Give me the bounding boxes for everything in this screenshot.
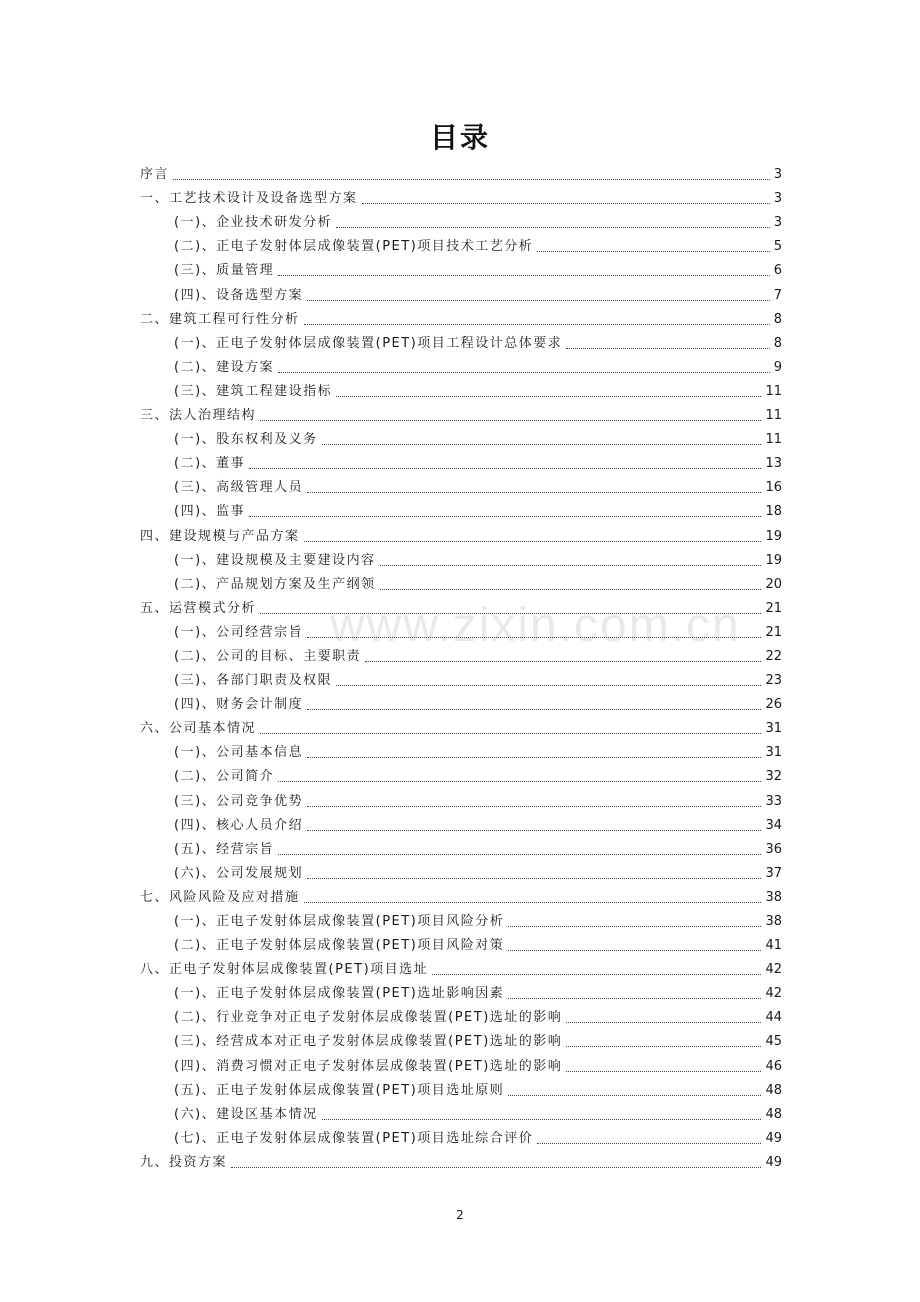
dot-leader	[307, 300, 770, 301]
toc-entry[interactable]	[140, 666, 782, 690]
toc-entry[interactable]	[140, 883, 782, 907]
toc-entry-page: 11	[765, 383, 782, 399]
dot-leader	[249, 468, 761, 469]
toc-entry-page: 16	[765, 480, 782, 496]
watermark: www.zixin.com.cn	[330, 599, 741, 652]
dot-leader	[249, 516, 761, 517]
toc-entry-label: (三)、高级管理人员	[174, 480, 304, 496]
dot-leader	[260, 733, 761, 734]
toc-entry-label: (四)、设备选型方案	[174, 287, 304, 303]
toc-entry-label: 四、建设规模与产品方案	[140, 528, 300, 544]
toc-entry[interactable]	[140, 401, 782, 425]
dot-leader	[278, 854, 761, 855]
toc-entry[interactable]	[140, 811, 782, 835]
toc-entry-label: (一)、公司基本信息	[174, 745, 304, 761]
toc-entry-page: 41	[765, 938, 782, 954]
toc-entry-label: (二)、正电子发射体层成像装置(PET)项目风险对策	[174, 938, 505, 954]
toc-entry-label: (三)、各部门职责及权限	[174, 673, 333, 689]
toc-entry-page: 46	[765, 1058, 782, 1074]
toc-entry-label: (一)、正电子发射体层成像装置(PET)项目工程设计总体要求	[174, 335, 563, 351]
toc-entry-label: (三)、建筑工程建设指标	[174, 383, 333, 399]
toc-entry-label: (一)、股东权利及义务	[174, 432, 318, 448]
toc-entry-label: 一、工艺技术设计及设备选型方案	[140, 191, 358, 207]
toc-entry-page: 48	[765, 1106, 782, 1122]
toc-entry-label: 七、风险风险及应对措施	[140, 889, 300, 905]
toc-entry[interactable]	[140, 184, 782, 208]
toc-entry-page: 18	[765, 504, 782, 520]
dot-leader	[432, 974, 761, 975]
toc-entry[interactable]	[140, 931, 782, 955]
dot-leader	[322, 1119, 762, 1120]
toc-entry[interactable]	[140, 570, 782, 594]
dot-leader	[365, 661, 761, 662]
toc-entry-label: 八、正电子发射体层成像装置(PET)项目选址	[140, 962, 429, 978]
dot-leader	[508, 926, 761, 927]
dot-leader	[307, 806, 761, 807]
toc-entry[interactable]	[140, 690, 782, 714]
toc-title: 目录	[429, 121, 490, 154]
toc-entry-label: (四)、财务会计制度	[174, 697, 304, 713]
toc-entry-label: (六)、建设区基本情况	[174, 1106, 318, 1122]
dot-leader	[566, 348, 769, 349]
toc-entry-label: 二、建筑工程可行性分析	[140, 311, 300, 327]
toc-entry-page: 13	[765, 456, 782, 472]
toc-entry-page: 49	[765, 1154, 782, 1170]
toc-entry[interactable]	[140, 1076, 782, 1100]
toc-entry[interactable]	[140, 208, 782, 232]
toc-entry[interactable]	[140, 473, 782, 497]
toc-entry-page: 11	[765, 432, 782, 448]
toc-entry-page: 9	[773, 359, 782, 375]
toc-entry-page: 44	[765, 1010, 782, 1026]
toc-entry-label: 六、公司基本情况	[140, 721, 257, 737]
dot-leader	[307, 830, 761, 831]
toc-entry[interactable]	[140, 1100, 782, 1124]
toc-entry[interactable]	[140, 232, 782, 256]
toc-entry-page: 11	[765, 408, 782, 424]
toc-entry-label: (四)、监事	[174, 504, 246, 520]
toc-entry-page: 21	[765, 624, 782, 640]
toc-entry[interactable]	[140, 256, 782, 280]
toc-entry[interactable]	[140, 1148, 782, 1172]
toc-entry-page: 7	[773, 287, 782, 303]
toc-entry-page: 20	[765, 576, 782, 592]
dot-leader	[322, 444, 762, 445]
toc-entry-label: (六)、公司发展规划	[174, 865, 304, 881]
toc-entry-page: 19	[765, 552, 782, 568]
dot-leader	[336, 227, 770, 228]
toc-entry[interactable]	[140, 786, 782, 810]
toc-entry-label: (七)、正电子发射体层成像装置(PET)项目选址综合评价	[174, 1130, 534, 1146]
dot-leader	[380, 589, 762, 590]
toc-entry-label: (二)、正电子发射体层成像装置(PET)项目技术工艺分析	[174, 239, 534, 255]
toc-entry[interactable]	[140, 762, 782, 786]
toc-entry-page: 6	[773, 263, 782, 279]
dot-leader	[336, 685, 761, 686]
dot-leader	[307, 878, 761, 879]
toc-entry[interactable]	[140, 618, 782, 642]
dot-leader	[380, 565, 762, 566]
toc-entry-page: 23	[765, 673, 782, 689]
toc-entry-label: (二)、董事	[174, 456, 246, 472]
toc-entry-page: 38	[765, 914, 782, 929]
dot-leader	[307, 709, 761, 710]
toc-entry[interactable]	[140, 594, 782, 618]
toc-entry[interactable]	[140, 425, 782, 449]
toc-entry-page: 8	[773, 311, 782, 327]
toc-entry-label: (一)、建设规模及主要建设内容	[174, 552, 376, 568]
dot-leader	[304, 324, 770, 325]
toc-entry-page: 48	[765, 1082, 782, 1098]
toc-entry-page: 3	[773, 167, 782, 183]
toc-entry-page: 31	[765, 745, 782, 761]
toc-entry[interactable]	[140, 835, 782, 859]
toc-entry-page: 26	[765, 697, 782, 713]
toc-entry-label: (二)、产品规划方案及生产纲领	[174, 576, 376, 592]
toc-entry-page: 3	[773, 215, 782, 231]
toc-entry[interactable]	[140, 305, 782, 329]
toc-entry-label: (一)、公司经营宗旨	[174, 624, 304, 640]
toc-entry-page: 45	[765, 1034, 782, 1050]
dot-leader	[278, 275, 770, 276]
toc-entry-label: (三)、质量管理	[174, 263, 275, 279]
toc-entry-label: 五、运营模式分析	[140, 600, 257, 616]
toc-entry-page: 21	[765, 600, 782, 616]
dot-leader	[566, 1071, 761, 1072]
toc-entry[interactable]	[140, 955, 782, 979]
toc-entry-page: 19	[765, 528, 782, 544]
toc-entry[interactable]	[140, 353, 782, 377]
dot-leader	[278, 372, 770, 373]
toc-entry-label: (四)、消费习惯对正电子发射体层成像装置(PET)选址的影响	[174, 1058, 563, 1074]
toc-entry-page: 3	[773, 191, 782, 207]
dot-leader	[307, 757, 761, 758]
page-number: 2	[456, 1208, 464, 1222]
dot-leader	[173, 179, 770, 180]
toc-entry-page: 8	[773, 335, 782, 351]
table-of-contents	[140, 160, 782, 1172]
toc-entry-page: 34	[765, 817, 782, 833]
toc-entry[interactable]	[140, 377, 782, 401]
toc-entry-page: 38	[765, 889, 782, 905]
toc-entry[interactable]	[140, 1124, 782, 1148]
toc-entry[interactable]	[140, 521, 782, 545]
toc-entry[interactable]	[140, 979, 782, 1003]
toc-entry[interactable]	[140, 497, 782, 521]
toc-entry-label: 三、法人治理结构	[140, 408, 257, 424]
toc-entry[interactable]	[140, 1003, 782, 1027]
toc-entry[interactable]	[140, 642, 782, 666]
dot-leader	[566, 1022, 761, 1023]
toc-entry-label: (三)、公司竞争优势	[174, 793, 304, 809]
toc-entry[interactable]	[140, 546, 782, 570]
toc-entry-label: (二)、公司的目标、主要职责	[174, 648, 362, 664]
toc-entry[interactable]	[140, 280, 782, 304]
toc-entry-label: (三)、经营成本对正电子发射体层成像装置(PET)选址的影响	[174, 1034, 563, 1050]
toc-entry-page: 42	[765, 986, 782, 1002]
toc-entry-label: (四)、核心人员介绍	[174, 817, 304, 833]
dot-leader	[362, 203, 770, 204]
toc-entry[interactable]	[140, 449, 782, 473]
dot-leader	[231, 1167, 761, 1168]
toc-entry[interactable]	[140, 859, 782, 883]
toc-entry-page: 42	[765, 962, 782, 978]
dot-leader	[336, 396, 761, 397]
toc-entry[interactable]	[140, 329, 782, 353]
toc-entry-label: (二)、公司简介	[174, 769, 275, 785]
toc-entry[interactable]	[140, 160, 782, 184]
dot-leader	[307, 492, 761, 493]
toc-entry-label: (五)、正电子发射体层成像装置(PET)项目选址原则	[174, 1082, 505, 1098]
toc-entry-page: 37	[765, 865, 782, 881]
toc-entry[interactable]	[140, 714, 782, 738]
toc-entry[interactable]	[140, 1051, 782, 1075]
toc-entry-label: (二)、建设方案	[174, 359, 275, 375]
toc-entry-label: (二)、行业竞争对正电子发射体层成像装置(PET)选址的影响	[174, 1010, 563, 1026]
toc-entry-label: (一)、正电子发射体层成像装置(PET)选址影响因素	[174, 986, 505, 1002]
toc-entry-label: (五)、经营宗旨	[174, 841, 275, 857]
dot-leader	[260, 420, 761, 421]
toc-entry[interactable]	[140, 1027, 782, 1051]
dot-leader	[566, 1046, 761, 1047]
dot-leader	[537, 251, 769, 252]
dot-leader	[304, 902, 762, 903]
dot-leader	[508, 950, 761, 951]
toc-entry-page: 5	[773, 239, 782, 255]
dot-leader	[508, 1095, 761, 1096]
dot-leader	[508, 998, 761, 999]
toc-entry-label: 九、投资方案	[140, 1154, 228, 1170]
toc-entry-label: (一)、企业技术研发分析	[174, 215, 333, 231]
dot-leader	[307, 637, 761, 638]
toc-entry-page: 49	[765, 1130, 782, 1146]
toc-entry-page: 36	[765, 841, 782, 857]
toc-entry[interactable]	[140, 738, 782, 762]
dot-leader	[537, 1143, 761, 1144]
toc-entry-page: 32	[765, 769, 782, 785]
toc-entry-page: 33	[765, 793, 782, 809]
toc-entry-page: 31	[765, 721, 782, 737]
toc-entry[interactable]	[140, 907, 782, 931]
dot-leader	[278, 781, 761, 782]
dot-leader	[260, 613, 761, 614]
toc-entry-label: (一)、正电子发射体层成像装置(PET)项目风险分析	[174, 914, 505, 929]
dot-leader	[304, 541, 762, 542]
toc-entry-page: 22	[765, 648, 782, 664]
toc-entry-label: 序言	[140, 167, 170, 183]
